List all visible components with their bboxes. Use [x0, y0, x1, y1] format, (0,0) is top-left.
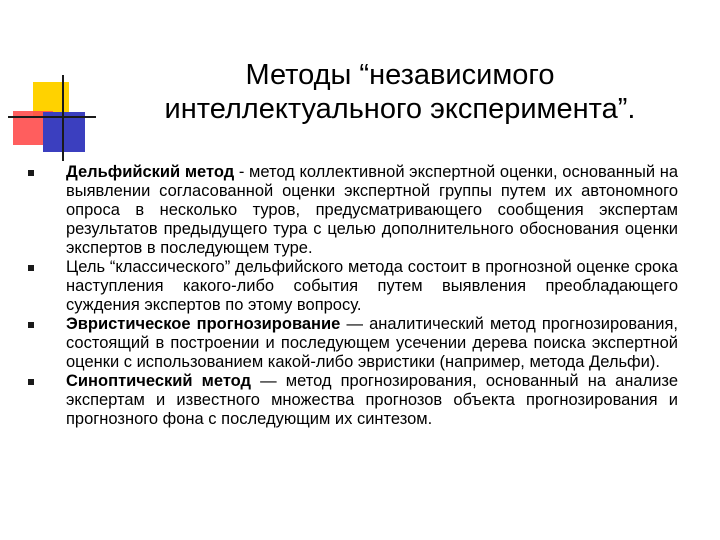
bullet-square-icon: [28, 322, 34, 328]
bullet-term: Эвристическое прогнозирование: [66, 315, 341, 333]
decor-blue-square: [43, 112, 85, 152]
bullet-classic-delphi-goal: [28, 258, 678, 315]
slide-title: [120, 58, 680, 126]
decor-vertical-line: [62, 75, 64, 161]
title-line-1: Методы “независимого: [245, 59, 555, 91]
title-line-2: интеллектуального эксперимента”.: [164, 93, 636, 125]
bullet-text: Цель “классического” дельфийского метода состоит в прогнозной оценке срока наступления какого-либо события путем выявления преобладающего суждения экспертов по этому вопросу.: [66, 258, 678, 314]
decor-horizontal-line: [8, 116, 96, 118]
bullet-term: Дельфийский метод: [66, 163, 235, 181]
bullet-list: [28, 163, 678, 429]
bullet-square-icon: [28, 170, 34, 176]
bullet-square-icon: [28, 265, 34, 271]
bullet-heuristic-forecasting: [28, 315, 678, 372]
bullet-text: - метод коллективной экспертной оценки, основанный на выявлении согласованной оценки экспертной группы путем их автономного опроса в несколько туров, предусматривающего сообщения экспертам результатов предыдущего тура с целью дополнительного обоснования оценки экспертов в последующем туре.: [66, 163, 678, 257]
bullet-text: — аналитический метод прогнозирования, состоящий в построении и последующем усечении дерева поиска экспертной оценки с использованием какой-либо эвристики (например, метода Дельфи).: [66, 315, 678, 371]
bullet-term: Синоптический метод: [66, 372, 252, 390]
bullet-synoptic-method: [28, 372, 678, 429]
bullet-delphi-method: [28, 163, 678, 258]
bullet-square-icon: [28, 379, 34, 385]
bullet-text: — метод прогнозирования, основанный на анализе экспертам и известного множества прогнозов объекта прогнозирования и прогнозного фона с последующим их синтезом.: [66, 372, 678, 428]
